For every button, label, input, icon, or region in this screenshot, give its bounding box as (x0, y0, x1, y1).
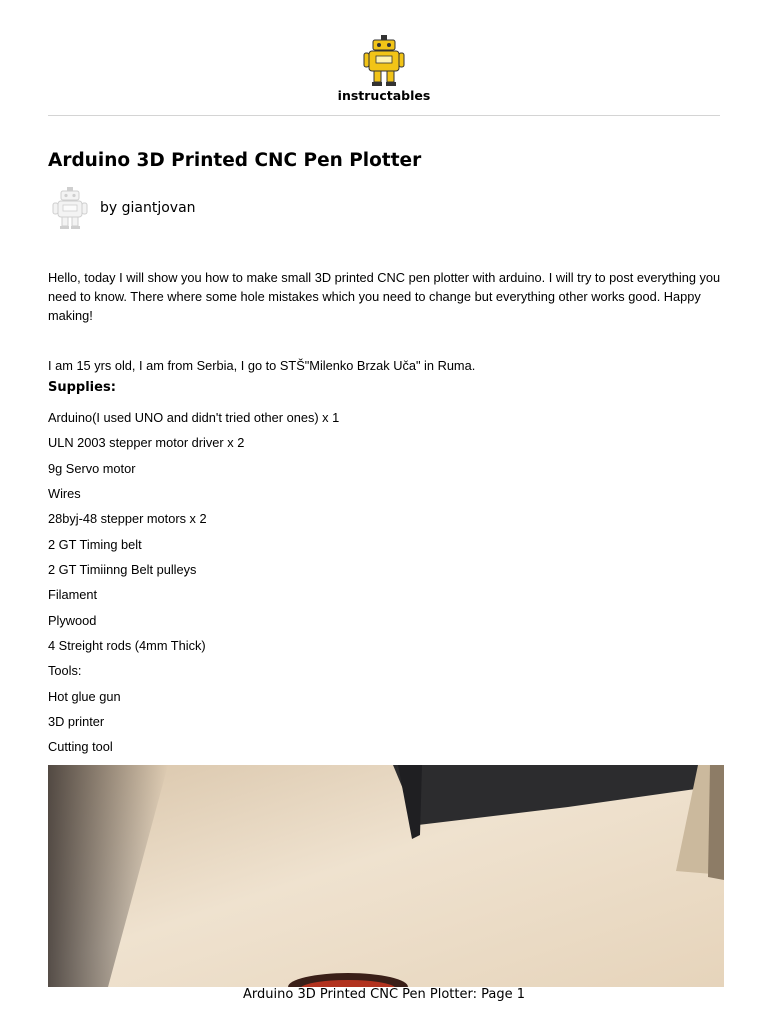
page-title: Arduino 3D Printed CNC Pen Plotter (48, 150, 422, 171)
list-item: Tools: (48, 663, 82, 679)
intro-paragraph: Hello, today I will show you how to make small 3D printed CNC pen plotter with arduino. I will try to post everything you need to know. There where some hole mistakes which you need to change but everything other works good. Happy making! (48, 270, 721, 323)
page-header (0, 30, 768, 110)
supplies-list (48, 408, 339, 763)
author-avatar-robot-icon[interactable] (52, 186, 88, 230)
list-item: Cutting tool (48, 739, 113, 755)
list-item: 3D printer (48, 714, 105, 730)
about-paragraph: I am 15 yrs old, I am from Serbia, I go to STŠ"Milenko Brzak Uča" in Ruma. (48, 358, 476, 373)
list-item: Wires (48, 486, 81, 502)
list-item: Filament (48, 587, 98, 603)
list-item: 28byj-48 stepper motors x 2 (48, 511, 207, 527)
list-item: 2 GT Timing belt (48, 536, 142, 552)
supplies-heading: Supplies: (48, 380, 116, 395)
list-item: ULN 2003 stepper motor driver x 2 (48, 435, 245, 451)
header-divider (48, 115, 720, 116)
list-item: 9g Servo motor (48, 460, 136, 476)
list-item: Hot glue gun (48, 688, 121, 704)
list-item: 2 GT Timiinng Belt pulleys (48, 562, 197, 578)
list-item: Arduino(I used UNO and didn't tried other ones) x 1 (48, 410, 340, 425)
list-item: Plywood (48, 612, 97, 628)
project-photo[interactable] (48, 765, 724, 987)
instructables-robot-icon[interactable] (362, 34, 406, 88)
author-byline[interactable]: by giantjovan (100, 200, 196, 216)
brand-name[interactable]: instructables (337, 88, 431, 103)
page-footer: Arduino 3D Printed CNC Pen Plotter: Page 1 (243, 987, 525, 1002)
list-item: 4 Streight rods (4mm Thick) (48, 638, 206, 654)
